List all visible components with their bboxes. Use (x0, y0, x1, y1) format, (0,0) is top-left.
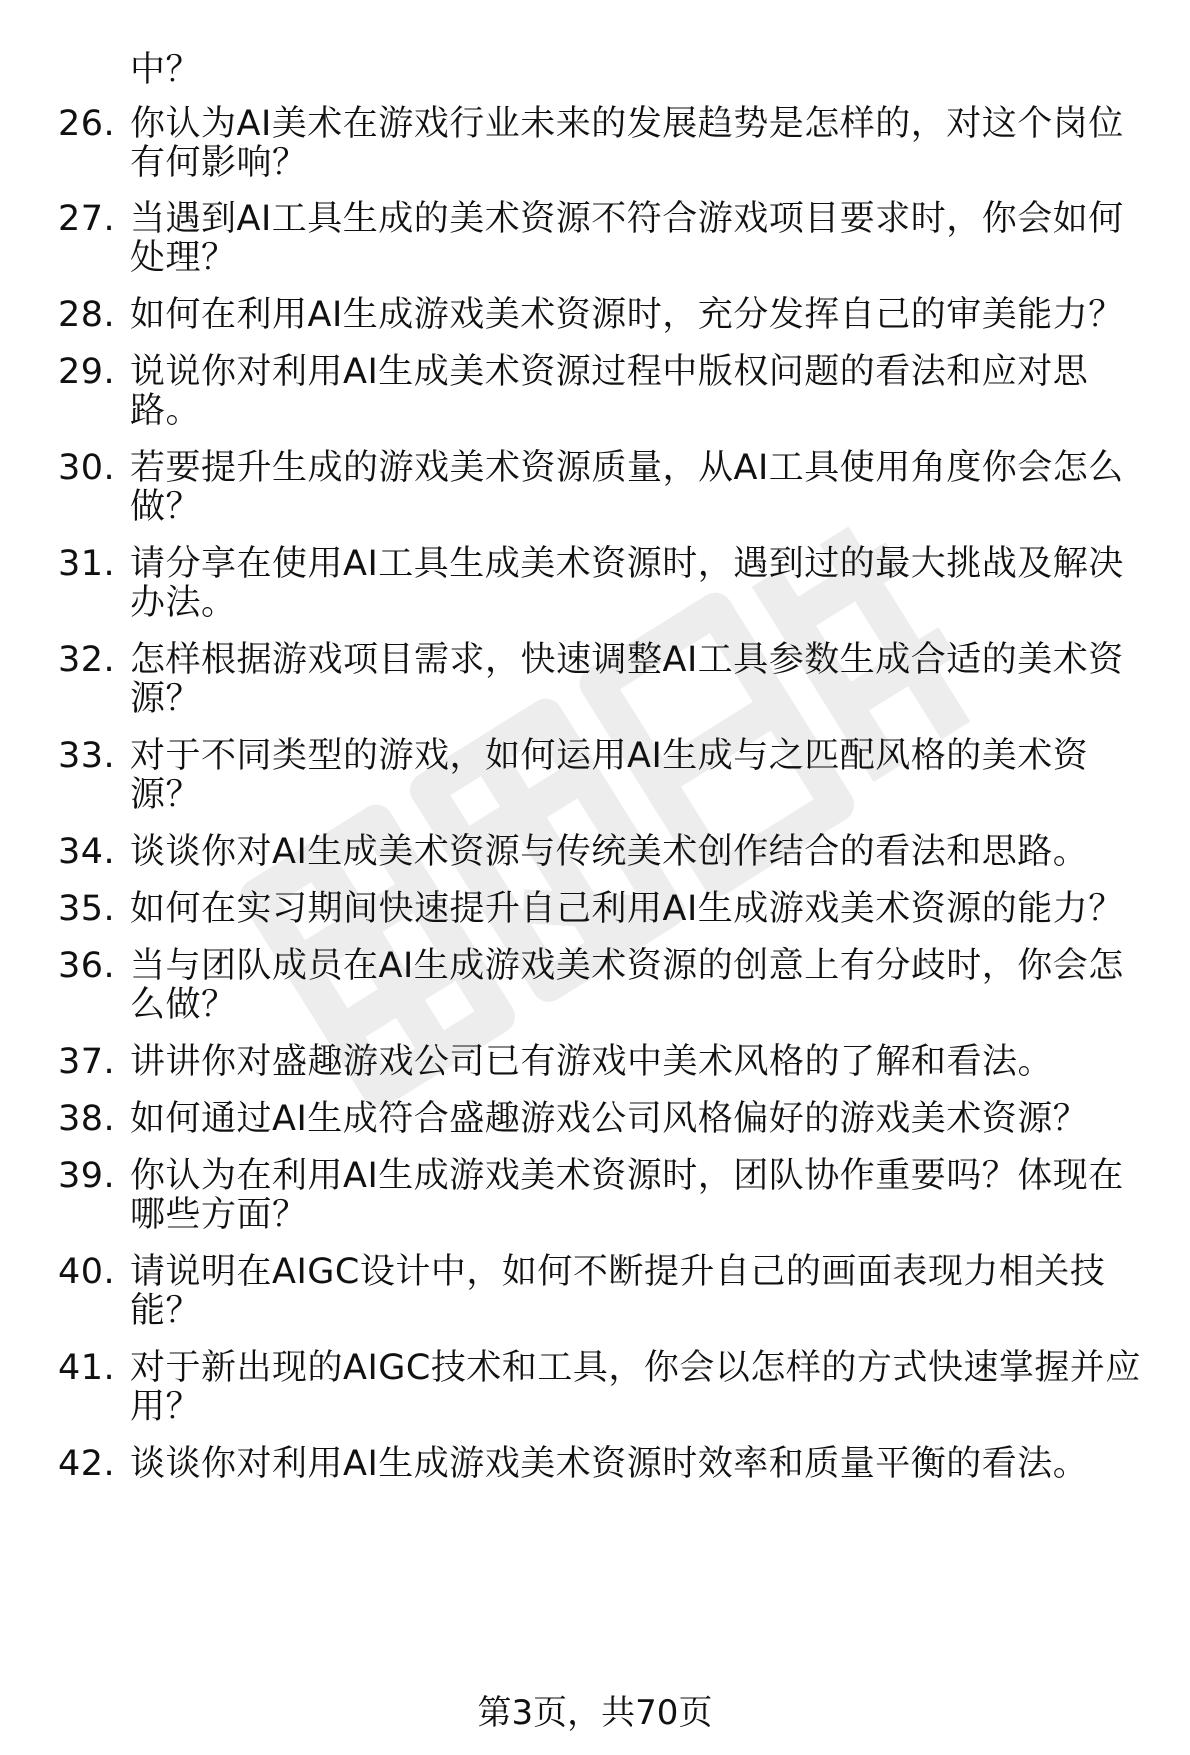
question-number: 39. (58, 1156, 116, 1196)
question-number: 36. (58, 946, 116, 986)
question-number: 28. (58, 295, 116, 335)
question-text-line: 么做？ (130, 985, 237, 1025)
question-text-line: 如何在利用AI生成游戏美术资源时，充分发挥自己的审美能力？ (130, 295, 1124, 335)
question-text-line: 谈谈你对利用AI生成游戏美术资源时效率和质量平衡的看法。 (130, 1444, 1089, 1484)
question-number: 38. (58, 1099, 116, 1139)
question-text-line: 中？ (130, 50, 202, 90)
question-text-line: 谈谈你对AI生成美术资源与传统美术创作结合的看法和思路。 (130, 832, 1089, 872)
question-text-line: 请说明在AIGC设计中，如何不断提升自己的画面表现力相关技 (130, 1252, 1106, 1292)
question-number: 40. (58, 1252, 116, 1292)
question-number: 32. (58, 640, 116, 680)
question-text-line: 请分享在使用AI工具生成美术资源时，遇到过的最大挑战及解决 (130, 544, 1124, 584)
question-text-line: 当遇到AI工具生成的美术资源不符合游戏项目要求时，你会如何 (130, 199, 1124, 239)
question-text-line: 哪些方面？ (130, 1195, 308, 1235)
question-number: 30. (58, 448, 116, 488)
question-text-line: 对于新出现的AIGC技术和工具，你会以怎样的方式快速掌握并应 (130, 1348, 1141, 1388)
question-number: 42. (58, 1444, 116, 1484)
question-text-line: 对于不同类型的游戏，如何运用AI生成与之匹配风格的美术资 (130, 736, 1089, 776)
question-text-line: 怎样根据游戏项目需求，快速调整AI工具参数生成合适的美术资 (130, 640, 1124, 680)
question-text-line: 有何影响？ (130, 143, 308, 183)
question-text-line: 当与团队成员在AI生成游戏美术资源的创意上有分歧时，你会怎 (130, 946, 1124, 986)
question-number: 29. (58, 352, 116, 392)
question-number: 34. (58, 832, 116, 872)
question-text-line: 你认为在利用AI生成游戏美术资源时，团队协作重要吗？体现在 (130, 1156, 1124, 1196)
question-number: 33. (58, 736, 116, 776)
question-text-line: 做？ (130, 487, 202, 527)
question-text-line: 处理？ (130, 238, 237, 278)
question-text-line: 若要提升生成的游戏美术资源质量，从AI工具使用角度你会怎么 (130, 448, 1124, 488)
question-text-line: 如何在实习期间快速提升自己利用AI生成游戏美术资源的能力？ (130, 889, 1124, 929)
page-number-footer: 第3页，共70页 (477, 1693, 713, 1733)
question-number: 37. (58, 1042, 116, 1082)
question-text-line: 能？ (130, 1291, 202, 1331)
question-text-line: 路。 (130, 391, 202, 431)
question-text-line: 用？ (130, 1387, 202, 1427)
question-number: 31. (58, 544, 116, 584)
question-text-line: 如何通过AI生成符合盛趣游戏公司风格偏好的游戏美术资源？ (130, 1099, 1089, 1139)
question-text-line: 源？ (130, 679, 202, 719)
question-text-line: 你认为AI美术在游戏行业未来的发展趋势是怎样的，对这个岗位 (130, 104, 1124, 144)
question-text-line: 讲讲你对盛趣游戏公司已有游戏中美术风格的了解和看法。 (130, 1042, 1054, 1082)
question-text-line: 办法。 (130, 583, 237, 623)
question-number: 41. (58, 1348, 116, 1388)
question-text-line: 源？ (130, 775, 202, 815)
question-text-line: 说说你对利用AI生成美术资源过程中版权问题的看法和应对思 (130, 352, 1089, 392)
question-number: 35. (58, 889, 116, 929)
question-number: 27. (58, 199, 116, 239)
question-number: 26. (58, 104, 116, 144)
